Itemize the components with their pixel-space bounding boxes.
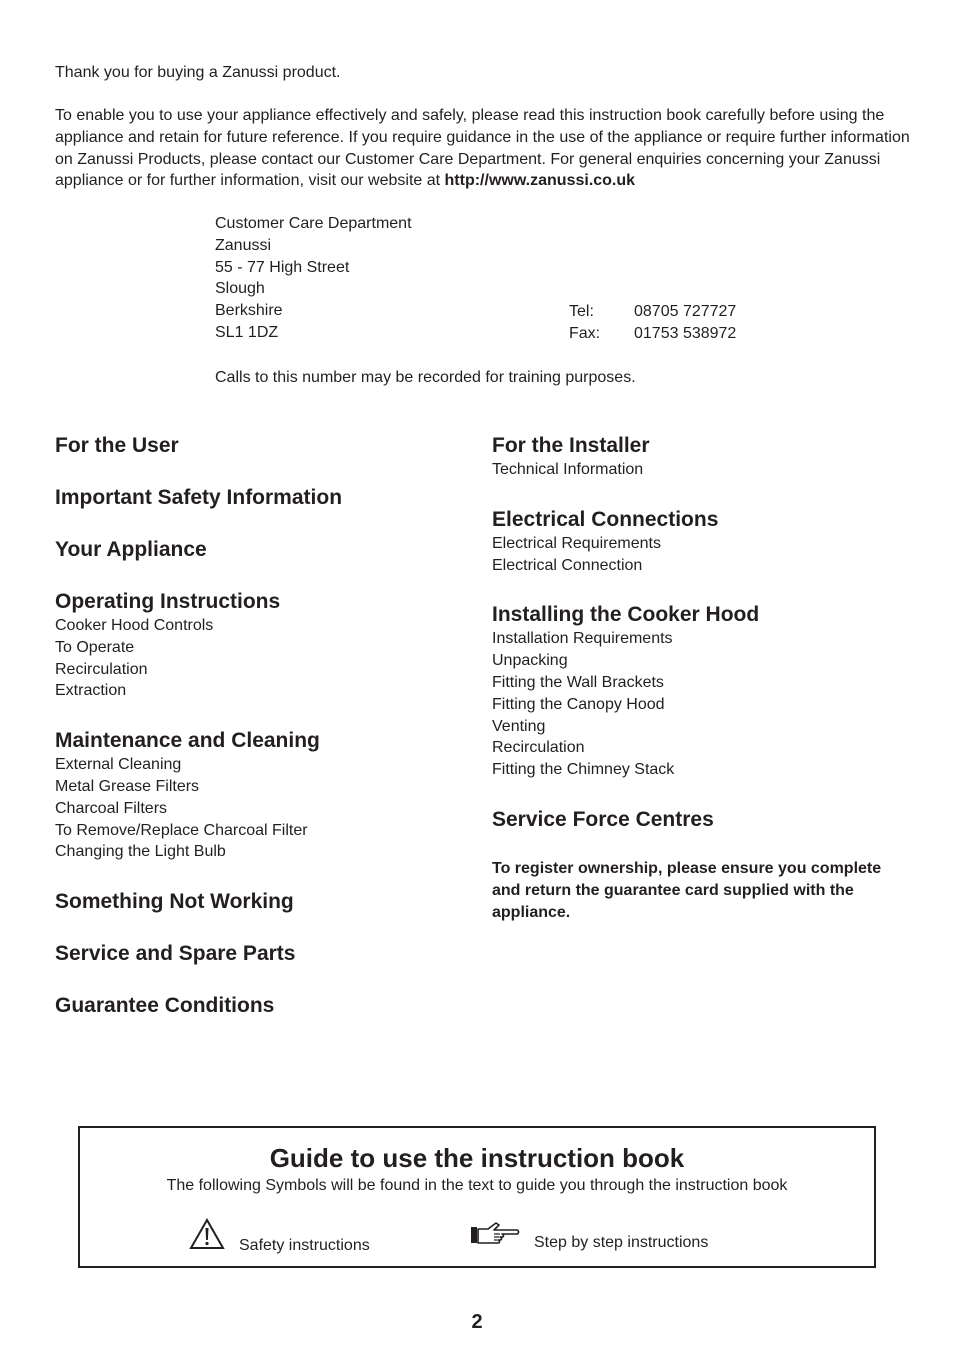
section-item: Fitting the Canopy Hood: [492, 695, 665, 713]
page-number: 2: [471, 1311, 483, 1333]
section-item: Recirculation: [492, 739, 585, 757]
address-line: SL1 1DZ: [215, 323, 279, 341]
fax-label: Fax:: [569, 324, 601, 342]
register-note: To register ownership, please ensure you complete and return the guarantee card supplied with the appliance.: [492, 859, 882, 921]
section-heading: For the User: [55, 434, 179, 457]
contents-left-column: [55, 432, 465, 1044]
address-line: Berkshire: [215, 302, 283, 320]
section-heading: Something Not Working: [55, 890, 294, 914]
contents-section: [55, 484, 465, 511]
section-item: Fitting the Chimney Stack: [492, 761, 675, 779]
section-item: Charcoal Filters: [55, 799, 168, 817]
section-heading: Installing the Cooker Hood: [492, 603, 760, 627]
contents-section: [55, 588, 465, 702]
section-item: Technical Information: [492, 461, 644, 478]
contents-section: [55, 992, 465, 1019]
intro-paragraph: [55, 105, 915, 192]
contents-section: [55, 940, 465, 967]
website-link[interactable]: http://www.zanussi.co.uk: [444, 172, 636, 190]
address-line: 55 - 77 High Street: [215, 258, 350, 276]
contents-section: [55, 536, 465, 563]
step-label: Step by step instructions: [534, 1234, 709, 1251]
section-heading: Service and Spare Parts: [55, 942, 296, 966]
fax-row: [569, 323, 819, 345]
tel-row: [569, 301, 819, 323]
section-heading: Maintenance and Cleaning: [55, 729, 320, 753]
recorded-note: Calls to this number may be recorded for training purposes.: [215, 369, 636, 386]
section-heading: Operating Instructions: [55, 590, 281, 613]
contents-section: [492, 506, 912, 577]
safety-label: Safety instructions: [239, 1237, 370, 1254]
contents-section: [55, 432, 465, 459]
section-heading: For the Installer: [492, 434, 650, 457]
address-line: Customer Care Department: [215, 215, 412, 232]
section-item: Cooker Hood Controls: [55, 617, 214, 634]
section-item: To Operate: [55, 638, 135, 656]
section-item: Electrical Connection: [492, 556, 643, 574]
section-item: External Cleaning: [55, 756, 182, 774]
section-item: Fitting the Wall Brackets: [492, 673, 664, 691]
fax-number: 01753 538972: [634, 324, 737, 342]
address-block: [215, 213, 555, 344]
step-symbol: [470, 1221, 708, 1252]
address-line: Slough: [215, 280, 265, 298]
safety-symbol: [189, 1218, 370, 1255]
tel-label: Tel:: [569, 303, 594, 320]
guide-title: Guide to use the instruction book: [269, 1143, 685, 1173]
tel-number: 08705 727727: [634, 303, 737, 320]
section-item: Metal Grease Filters: [55, 777, 200, 795]
section-heading: Guarantee Conditions: [55, 994, 275, 1018]
section-heading: Important Safety Information: [55, 486, 343, 509]
section-heading: Service Force Centres: [492, 807, 714, 831]
section-item: Recirculation: [55, 660, 148, 678]
section-heading: Electrical Connections: [492, 507, 719, 531]
address-line: Zanussi: [215, 236, 272, 254]
section-item: Installation Requirements: [492, 630, 673, 648]
contents-right-column: [492, 432, 912, 923]
section-item: Venting: [492, 717, 546, 735]
contents-right-sections: [492, 432, 912, 833]
contents-section: [55, 888, 465, 915]
section-item: Changing the Light Bulb: [55, 843, 226, 861]
pointing-hand-icon: [470, 1221, 520, 1252]
intro-text: To enable you to use your appliance effectively and safely, please read this instruction book carefully before using the appliance and retain for future reference. If you require guidance in the use of the appliance or require further information on Zanussi Products, please contact our Customer Care Department. For general enquiries concerning your Zanussi appliance or for further information, visit our website at: [55, 107, 910, 190]
section-item: To Remove/Replace Charcoal Filter: [55, 821, 308, 839]
section-item: Electrical Requirements: [492, 534, 661, 552]
warning-triangle-icon: [189, 1218, 225, 1255]
contact-numbers: [569, 301, 819, 345]
section-item: Unpacking: [492, 652, 568, 670]
contents-section: [55, 727, 465, 863]
section-heading: Your Appliance: [55, 538, 207, 561]
contents-section: [492, 806, 912, 833]
thanks-text: Thank you for buying a Zanussi product.: [55, 64, 341, 81]
contents-section: [492, 601, 912, 781]
guide-subtitle: The following Symbols will be found in the text to guide you through the instruction book: [166, 1177, 788, 1194]
section-item: Extraction: [55, 682, 127, 700]
guide-box: [78, 1126, 876, 1268]
contents-section: [492, 432, 912, 481]
